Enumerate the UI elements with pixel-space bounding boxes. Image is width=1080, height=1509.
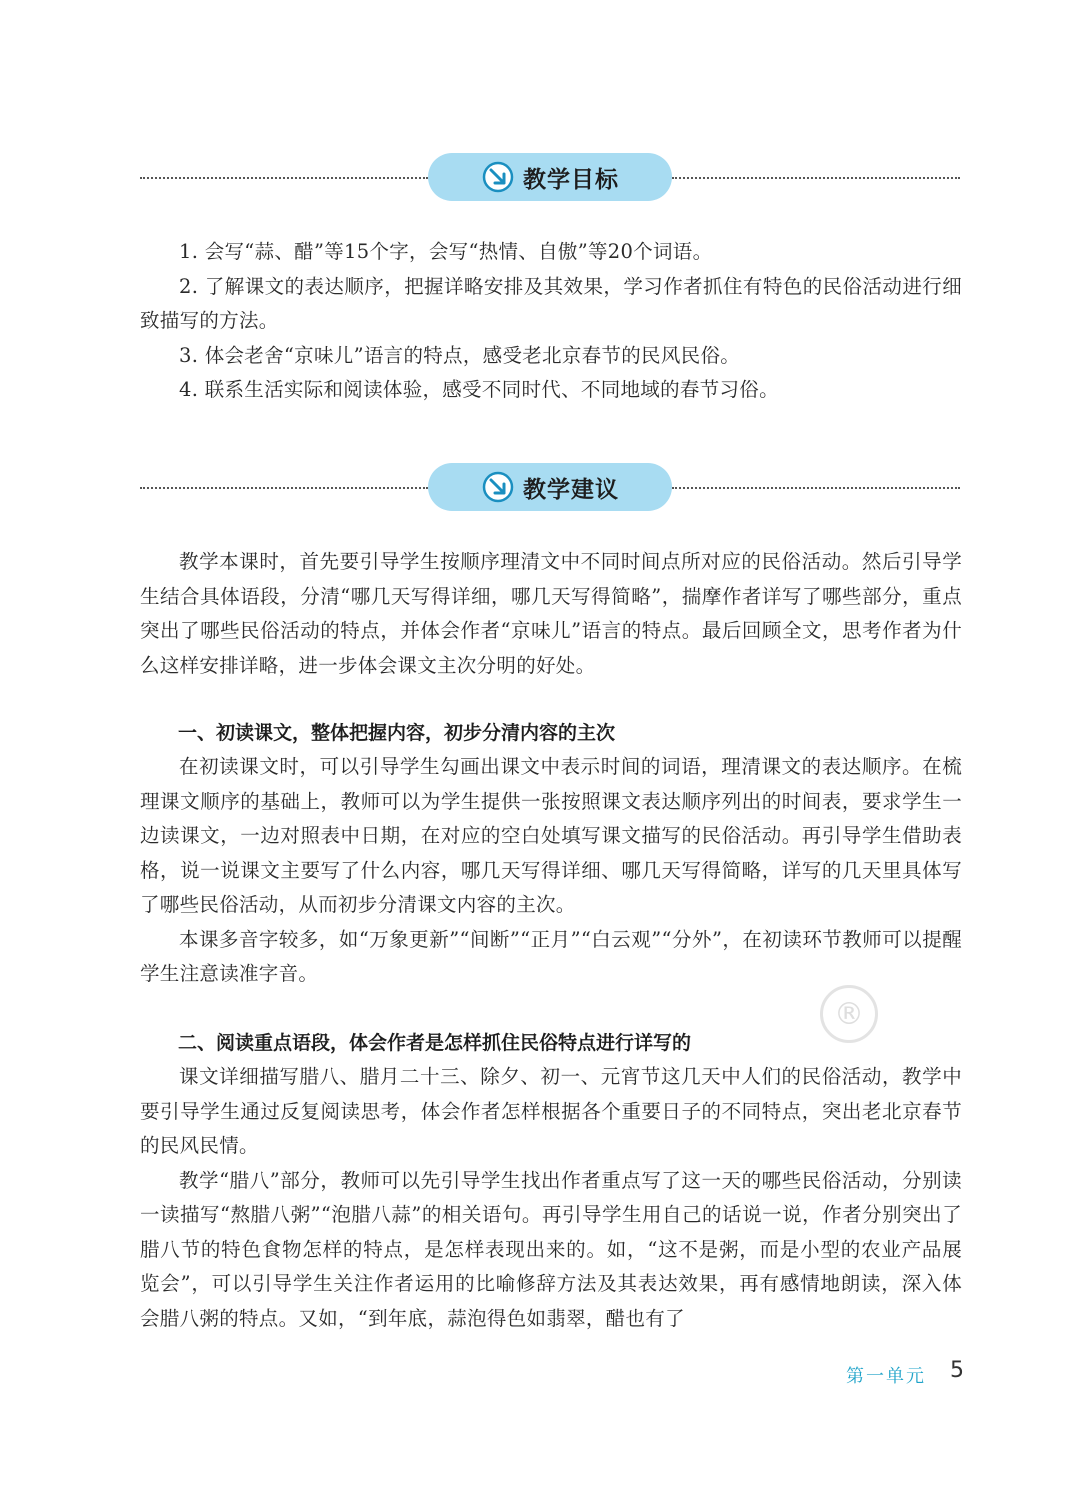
- suggestions-title: 教学建议: [523, 476, 619, 503]
- dotted-rule-right: [672, 487, 960, 489]
- suggestions-body: [140, 545, 962, 683]
- section-1-heading: 一、初读课文，整体把握内容，初步分清内容的主次: [178, 722, 616, 744]
- dotted-rule-right: [672, 177, 960, 179]
- suggestions-intro: 教学本课时，首先要引导学生按顺序理清文中不同时间点所对应的民俗活动。然后引导学生结合具体语段，分清“哪几天写得详细，哪几天写得简略”，揣摩作者详写了哪些部分，重点突出了哪些民俗活动的特点，并体会作者“京味儿”语言的特点。最后回顾全文，思考作者为什么这样安排详略，进一步体会课文主次分明的好处。: [140, 550, 962, 677]
- arrow-down-right-circle-icon: [481, 160, 515, 194]
- section-2-heading: 二、阅读重点语段，体会作者是怎样抓住民俗特点进行详写的: [178, 1032, 692, 1054]
- goal-item-4: 4. 联系生活实际和阅读体验，感受不同时代、不同地域的春节习俗。: [179, 378, 779, 401]
- footer-unit-label: 第一单元: [846, 1366, 926, 1387]
- arrow-down-right-circle-icon: [481, 470, 515, 504]
- dotted-rule-left: [140, 487, 428, 489]
- suggestions-header: [140, 463, 960, 513]
- section-1-paragraph-1: 在初读课文时，可以引导学生勾画出课文中表示时间的词语，理清课文的表达顺序。在梳理课文顺序的基础上，教师可以为学生提供一张按照课文表达顺序列出的时间表，要求学生一边读课文，一边对照表中日期，在对应的空白处填写课文描写的民俗活动。再引导学生借助表格，说一说课文主要写了什么内容，哪几天写得详细、哪几天写得简略，详写的几天里具体写了哪些民俗活动，从而初步分清课文内容的主次。: [140, 755, 962, 916]
- registered-watermark: ®: [820, 985, 878, 1043]
- goals-header: [140, 153, 960, 203]
- goals-pill: [428, 153, 672, 201]
- page-number: 5: [950, 1358, 964, 1383]
- section-1-paragraph-2: 本课多音字较多，如“万象更新”“间断”“正月”“白云观”“分外”，在初读环节教师可以提醒学生注意读准字音。: [140, 927, 962, 985]
- goal-item-1: 1. 会写“蒜、醋”等15个字，会写“热情、自傲”等20个词语。: [179, 240, 713, 263]
- suggestions-pill: [428, 463, 672, 511]
- section-2-paragraph-1: 课文详细描写腊八、腊月二十三、除夕、初一、元宵节这几天中人们的民俗活动，教学中要引导学生通过反复阅读思考，体会作者怎样根据各个重要日子的不同特点，突出老北京春节的民风民情。: [140, 1065, 962, 1157]
- section-2-paragraph-2: 教学“腊八”部分，教师可以先引导学生找出作者重点写了这一天的哪些民俗活动，分别读一读描写“熬腊八粥”“泡腊八蒜”的相关语句。再引导学生用自己的话说一说，作者分别突出了腊八节的特色食物怎样的特点，是怎样表现出来的。如，“这不是粥，而是小型的农业产品展览会”，可以引导学生关注作者运用的比喻修辞方法及其表达效果，再有感情地朗读，深入体会腊八粥的特点。又如，“到年底，蒜泡得色如翡翠，醋也有了: [140, 1168, 962, 1330]
- section-1: [140, 716, 962, 992]
- goal-item-3: 3. 体会老舍“京味儿”语言的特点，感受老北京春节的民风民俗。: [179, 343, 741, 367]
- goals-title: 教学目标: [523, 166, 619, 193]
- dotted-rule-left: [140, 177, 428, 179]
- goal-item-2: 2. 了解课文的表达顺序，把握详略安排及其效果，学习作者抓住有特色的民俗活动进行细致描写的方法。: [140, 274, 962, 332]
- goals-list: [140, 235, 962, 408]
- section-2: [140, 1026, 962, 1336]
